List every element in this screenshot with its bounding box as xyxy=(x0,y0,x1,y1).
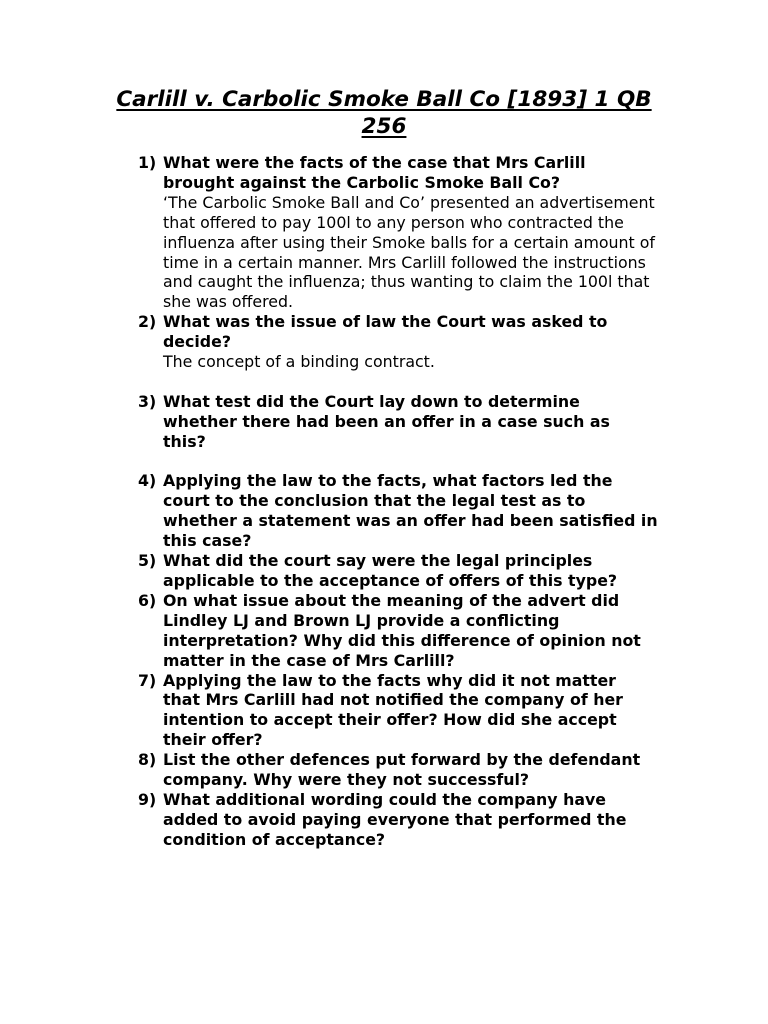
question-text: What test did the Court lay down to determine whether there had been an offer in a case such as this? xyxy=(163,391,610,451)
question-8 xyxy=(138,750,658,790)
question-text: What was the issue of law the Court was asked to decide? xyxy=(163,312,608,352)
question-list xyxy=(138,153,658,850)
question-number: 1) xyxy=(138,153,157,172)
question-text: What were the facts of the case that Mrs Carlill brought against the Carbolic Smoke Ball Co? xyxy=(163,153,586,192)
blank-answer-space xyxy=(163,372,658,392)
answer-text: The concept of a binding contract. xyxy=(163,352,435,372)
question-1 xyxy=(138,153,658,312)
question-text: Applying the law to the facts, what factors led the court to the conclusion that the legal test as to whether a statement was an offer had been satisfied in this case? xyxy=(163,471,658,551)
question-number: 3) xyxy=(138,391,157,411)
question-7 xyxy=(138,671,658,751)
question-number: 5) xyxy=(138,551,157,571)
question-text: List the other defences put forward by the defendant company. Why were they not successful? xyxy=(163,750,641,790)
question-number: 4) xyxy=(138,471,157,491)
question-4 xyxy=(138,471,658,551)
question-2 xyxy=(138,312,658,392)
question-number: 9) xyxy=(138,789,157,809)
answer-text: ‘The Carbolic Smoke Ball and Co’ presented an advertisement that offered to pay 100l to any person who contracted the influenza after using their Smoke balls for a certain amount of time in a certain manner. Mrs Carlill followed the instructions and caught the influenza; thus wanting to claim the 100l that she was offered. xyxy=(163,192,655,312)
question-3 xyxy=(138,392,658,472)
blank-answer-space xyxy=(163,452,658,472)
question-number: 7) xyxy=(138,670,157,690)
question-text: What did the court say were the legal principles applicable to the acceptance of offers of this type? xyxy=(163,551,618,590)
question-number: 2) xyxy=(138,312,157,332)
document-title: Carlill v. Carbolic Smoke Ball Co [1893] 1 QB 256 xyxy=(116,87,652,139)
question-text: What additional wording could the company have added to avoid paying everyone that performed the condition of acceptance? xyxy=(163,789,627,849)
question-6 xyxy=(138,591,658,671)
question-number: 6) xyxy=(138,590,157,610)
question-9 xyxy=(138,790,658,850)
question-text: Applying the law to the facts why did it not matter that Mrs Carlill had not notified the company of her intention to accept their offer? How did she accept their offer? xyxy=(163,670,623,750)
question-5 xyxy=(138,551,658,591)
question-text: On what issue about the meaning of the advert did Lindley LJ and Brown LJ provide a conflicting interpretation? Why did this difference of opinion not matter in the case of Mrs Carlill? xyxy=(163,590,641,670)
question-number: 8) xyxy=(138,750,157,770)
